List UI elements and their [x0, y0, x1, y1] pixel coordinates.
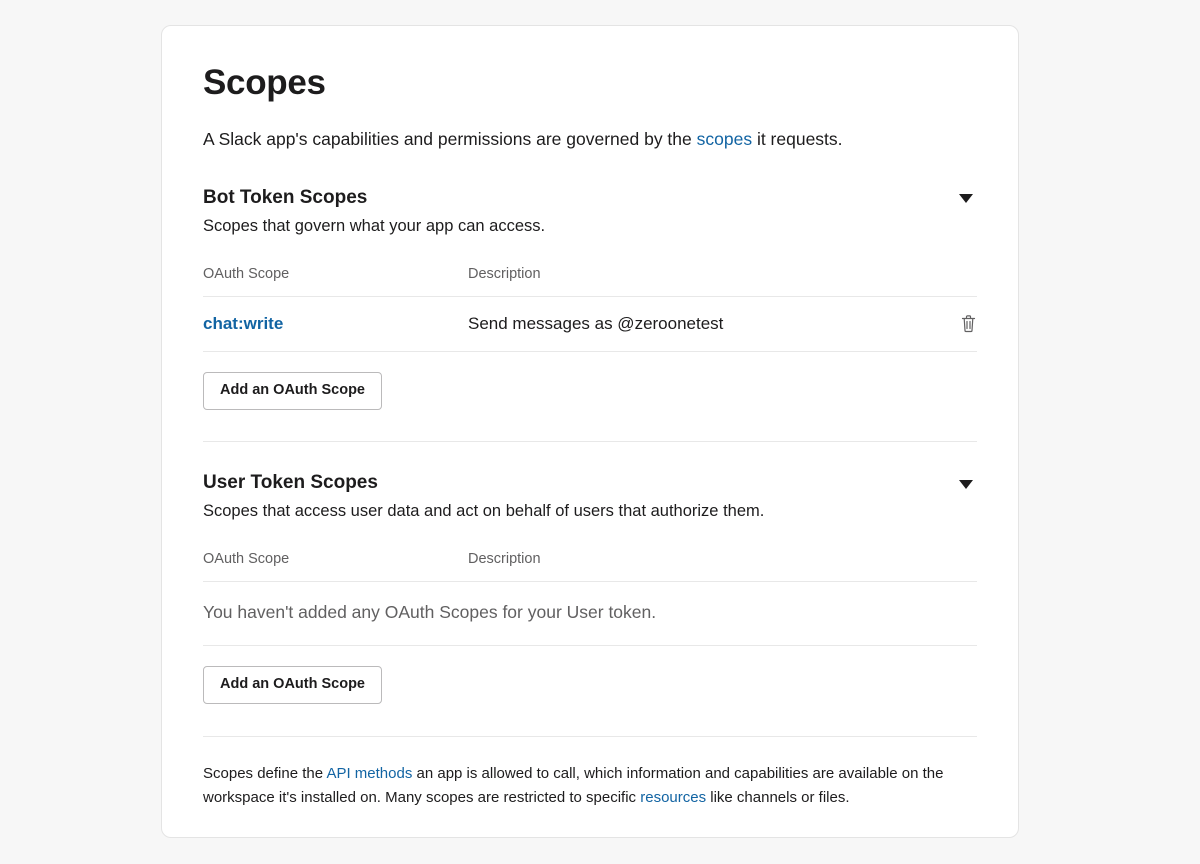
intro-text-after: it requests. — [752, 128, 843, 149]
intro-text-before: A Slack app's capabilities and permissions are governed by the — [203, 128, 697, 149]
user-token-scopes-header — [203, 471, 977, 523]
section-divider — [203, 441, 977, 442]
user-col-description: Description — [468, 551, 937, 582]
resources-link[interactable]: resources — [640, 788, 707, 806]
bot-col-oauth-scope: OAuth Scope — [203, 266, 468, 297]
bot-token-scopes-title: Bot Token Scopes — [203, 186, 368, 208]
page-title: Scopes — [203, 63, 326, 102]
add-oauth-scope-button-bot[interactable]: Add an OAuth Scope — [203, 372, 382, 410]
card-content — [162, 26, 1018, 809]
user-token-scopes-subtitle: Scopes that access user data and act on behalf of users that authorize them. — [203, 501, 765, 520]
api-methods-link[interactable]: API methods — [326, 765, 413, 783]
user-scopes-table — [203, 551, 977, 646]
bot-scope-actions-cell — [937, 296, 977, 351]
footer-note — [203, 736, 977, 809]
bot-scope-name-cell — [203, 296, 468, 351]
user-col-actions — [937, 551, 977, 582]
bot-col-description: Description — [468, 266, 937, 297]
table-header-row — [203, 266, 977, 297]
scope-link-chat-write[interactable]: chat:write — [203, 313, 284, 333]
bot-col-actions — [937, 266, 977, 297]
bot-scope-description-cell: Send messages as @zeroonetest — [468, 296, 937, 351]
user-col-oauth-scope: OAuth Scope — [203, 551, 468, 582]
bot-token-scopes-subtitle: Scopes that govern what your app can access. — [203, 216, 546, 235]
scopes-card — [161, 25, 1019, 838]
scopes-link[interactable]: scopes — [696, 128, 753, 149]
footer-part1: Scopes define the — [203, 765, 327, 783]
chevron-down-icon[interactable] — [957, 475, 975, 493]
bot-token-scopes-header — [203, 186, 977, 238]
trash-icon[interactable] — [937, 314, 977, 333]
user-scopes-empty-row — [203, 581, 977, 645]
footer-part3: like channels or files. — [706, 788, 850, 806]
chevron-down-icon[interactable] — [957, 190, 975, 208]
table-header-row — [203, 551, 977, 582]
bot-scopes-table — [203, 266, 977, 352]
footer-part2: an app is allowed to call, which information and capabilities are available on the workspace it's installed on. Many scopes are restricted to specific — [203, 765, 944, 806]
intro-text — [203, 127, 977, 152]
table-row — [203, 296, 977, 351]
user-scopes-empty-message: You haven't added any OAuth Scopes for your User token. — [203, 581, 977, 645]
user-token-scopes-title: User Token Scopes — [203, 472, 378, 494]
add-oauth-scope-button-user[interactable]: Add an OAuth Scope — [203, 666, 382, 704]
